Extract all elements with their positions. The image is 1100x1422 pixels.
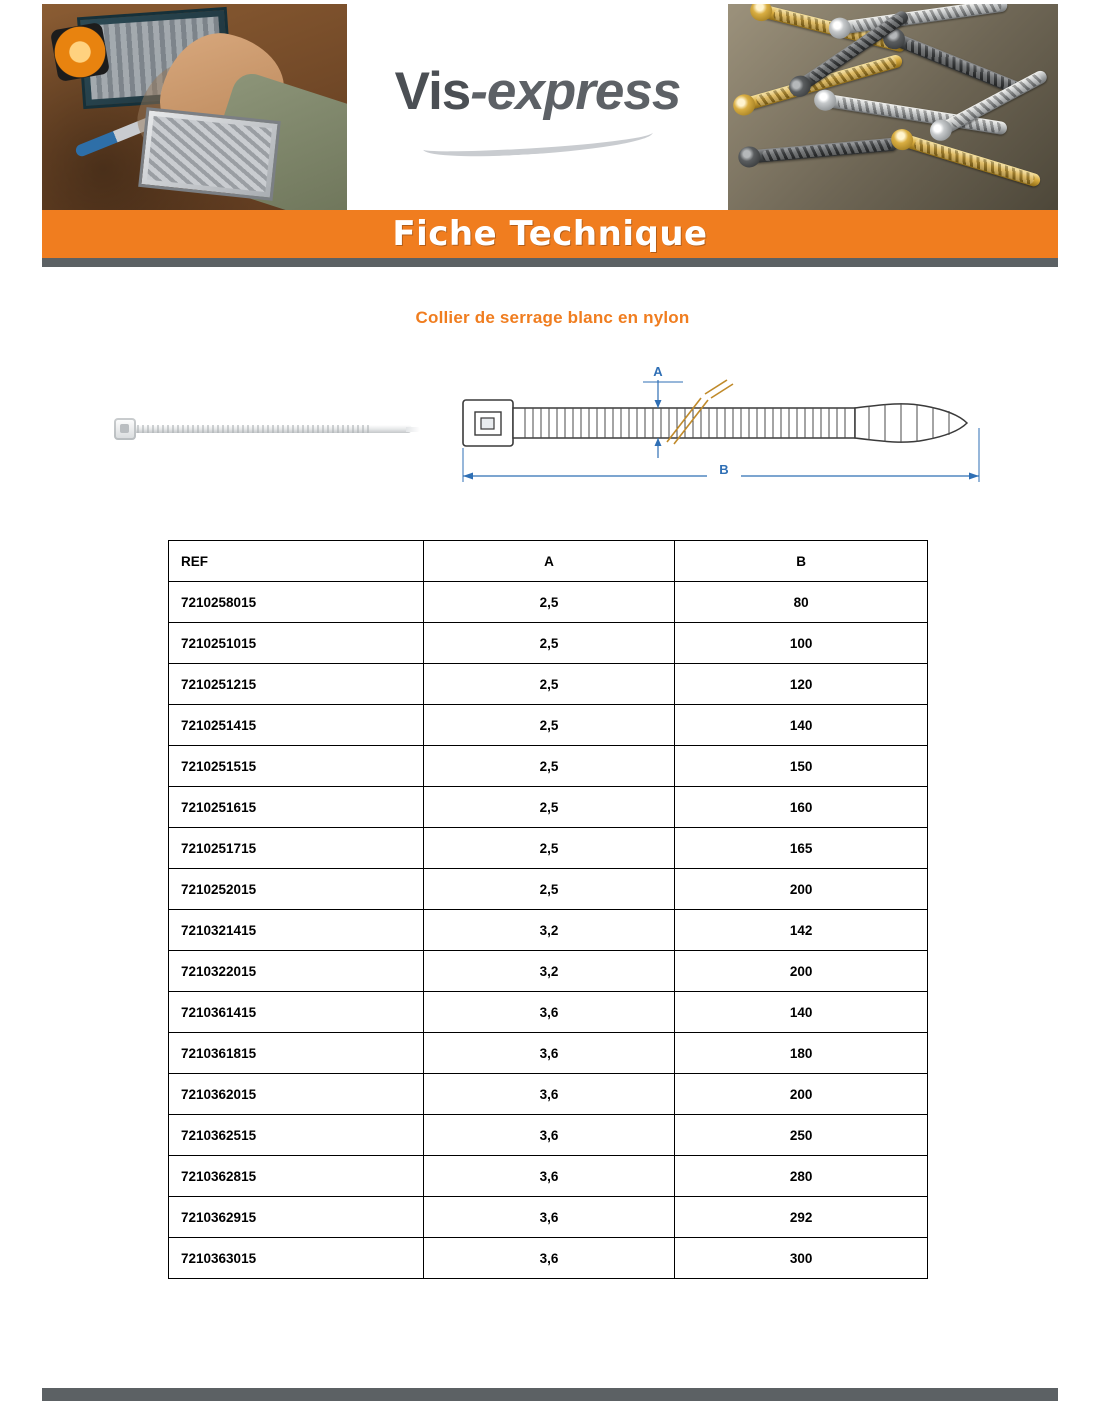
table-header-row bbox=[169, 541, 928, 582]
cell-a: 2,5 bbox=[423, 582, 675, 623]
table-row bbox=[169, 869, 928, 910]
cell-a: 2,5 bbox=[423, 787, 675, 828]
cell-b: 300 bbox=[675, 1238, 928, 1279]
table-row bbox=[169, 910, 928, 951]
cell-ref: 7210361415 bbox=[169, 992, 424, 1033]
cell-b: 250 bbox=[675, 1115, 928, 1156]
cell-a: 2,5 bbox=[423, 705, 675, 746]
cell-b: 150 bbox=[675, 746, 928, 787]
cell-a: 3,6 bbox=[423, 1156, 675, 1197]
table-row bbox=[169, 992, 928, 1033]
cell-a: 2,5 bbox=[423, 664, 675, 705]
cell-ref: 7210361815 bbox=[169, 1033, 424, 1074]
cell-b: 200 bbox=[675, 869, 928, 910]
brand-name-secondary: -express bbox=[470, 61, 681, 121]
figures-area bbox=[0, 350, 1100, 500]
cell-ref: 7210363015 bbox=[169, 1238, 424, 1279]
cell-b: 120 bbox=[675, 664, 928, 705]
cell-a: 3,6 bbox=[423, 1115, 675, 1156]
cell-ref: 7210258015 bbox=[169, 582, 424, 623]
cell-a: 3,6 bbox=[423, 1074, 675, 1115]
cell-b: 160 bbox=[675, 787, 928, 828]
cell-b: 80 bbox=[675, 582, 928, 623]
table-row bbox=[169, 582, 928, 623]
cell-ref: 7210362015 bbox=[169, 1074, 424, 1115]
cable-tie-tip-shape bbox=[406, 427, 420, 432]
nails-tray-icon bbox=[138, 107, 281, 201]
cell-ref: 7210321415 bbox=[169, 910, 424, 951]
cell-ref: 7210251215 bbox=[169, 664, 424, 705]
cell-ref: 7210362915 bbox=[169, 1197, 424, 1238]
workbench-photo bbox=[42, 4, 347, 210]
table-row bbox=[169, 1238, 928, 1279]
cell-a: 2,5 bbox=[423, 623, 675, 664]
table-row bbox=[169, 664, 928, 705]
cell-b: 142 bbox=[675, 910, 928, 951]
cell-a: 2,5 bbox=[423, 869, 675, 910]
footer-divider bbox=[42, 1388, 1058, 1401]
table-row bbox=[169, 1074, 928, 1115]
brand-name-primary: Vis bbox=[394, 61, 471, 121]
cell-b: 140 bbox=[675, 705, 928, 746]
cell-b: 140 bbox=[675, 992, 928, 1033]
table-row bbox=[169, 746, 928, 787]
column-header-a: A bbox=[423, 541, 675, 582]
cell-a: 3,6 bbox=[423, 1033, 675, 1074]
cell-a: 3,6 bbox=[423, 1238, 675, 1279]
column-header-b: B bbox=[675, 541, 928, 582]
cell-ref: 7210252015 bbox=[169, 869, 424, 910]
cell-b: 200 bbox=[675, 951, 928, 992]
cell-ref: 7210362815 bbox=[169, 1156, 424, 1197]
table-row bbox=[169, 951, 928, 992]
table-row bbox=[169, 1156, 928, 1197]
cell-ref: 7210251015 bbox=[169, 623, 424, 664]
cell-a: 3,2 bbox=[423, 951, 675, 992]
dimension-label-a: A bbox=[653, 364, 663, 379]
table-row bbox=[169, 1197, 928, 1238]
table-row bbox=[169, 828, 928, 869]
cell-ref: 7210322015 bbox=[169, 951, 424, 992]
cell-b: 100 bbox=[675, 623, 928, 664]
table-row bbox=[169, 1115, 928, 1156]
brand-logo bbox=[347, 4, 728, 210]
product-title-text: Collier de serrage blanc en nylon bbox=[415, 308, 690, 327]
column-header-ref: REF bbox=[169, 541, 424, 582]
cell-a: 3,2 bbox=[423, 910, 675, 951]
cable-tie-technical-drawing bbox=[455, 358, 995, 493]
table-row bbox=[169, 623, 928, 664]
cell-ref: 7210251415 bbox=[169, 705, 424, 746]
cell-a: 2,5 bbox=[423, 746, 675, 787]
cell-ref: 7210362515 bbox=[169, 1115, 424, 1156]
specification-table bbox=[168, 540, 928, 1279]
cell-ref: 7210251515 bbox=[169, 746, 424, 787]
cell-a: 3,6 bbox=[423, 1197, 675, 1238]
cable-tie-strap-shape bbox=[122, 425, 412, 433]
cell-ref: 7210251615 bbox=[169, 787, 424, 828]
cell-b: 292 bbox=[675, 1197, 928, 1238]
header-divider bbox=[42, 258, 1058, 267]
cable-tie-head-shape bbox=[114, 418, 136, 440]
cell-ref: 7210251715 bbox=[169, 828, 424, 869]
cell-b: 165 bbox=[675, 828, 928, 869]
cable-tie-photo bbox=[70, 410, 410, 450]
table-row bbox=[169, 787, 928, 828]
logo-swoosh-icon bbox=[422, 121, 653, 159]
table-row bbox=[169, 1033, 928, 1074]
dimension-label-b: B bbox=[719, 462, 729, 477]
technical-drawing-svg bbox=[455, 358, 995, 493]
cell-b: 180 bbox=[675, 1033, 928, 1074]
screws-photo bbox=[728, 4, 1058, 210]
table-row bbox=[169, 705, 928, 746]
cell-b: 200 bbox=[675, 1074, 928, 1115]
cell-a: 2,5 bbox=[423, 828, 675, 869]
tape-measure-icon bbox=[50, 22, 110, 82]
page-title bbox=[0, 308, 1100, 328]
cell-b: 280 bbox=[675, 1156, 928, 1197]
cell-a: 3,6 bbox=[423, 992, 675, 1033]
page-header bbox=[42, 4, 1058, 210]
fiche-technique-banner bbox=[42, 210, 1058, 258]
banner-title: Fiche Technique bbox=[392, 214, 708, 254]
